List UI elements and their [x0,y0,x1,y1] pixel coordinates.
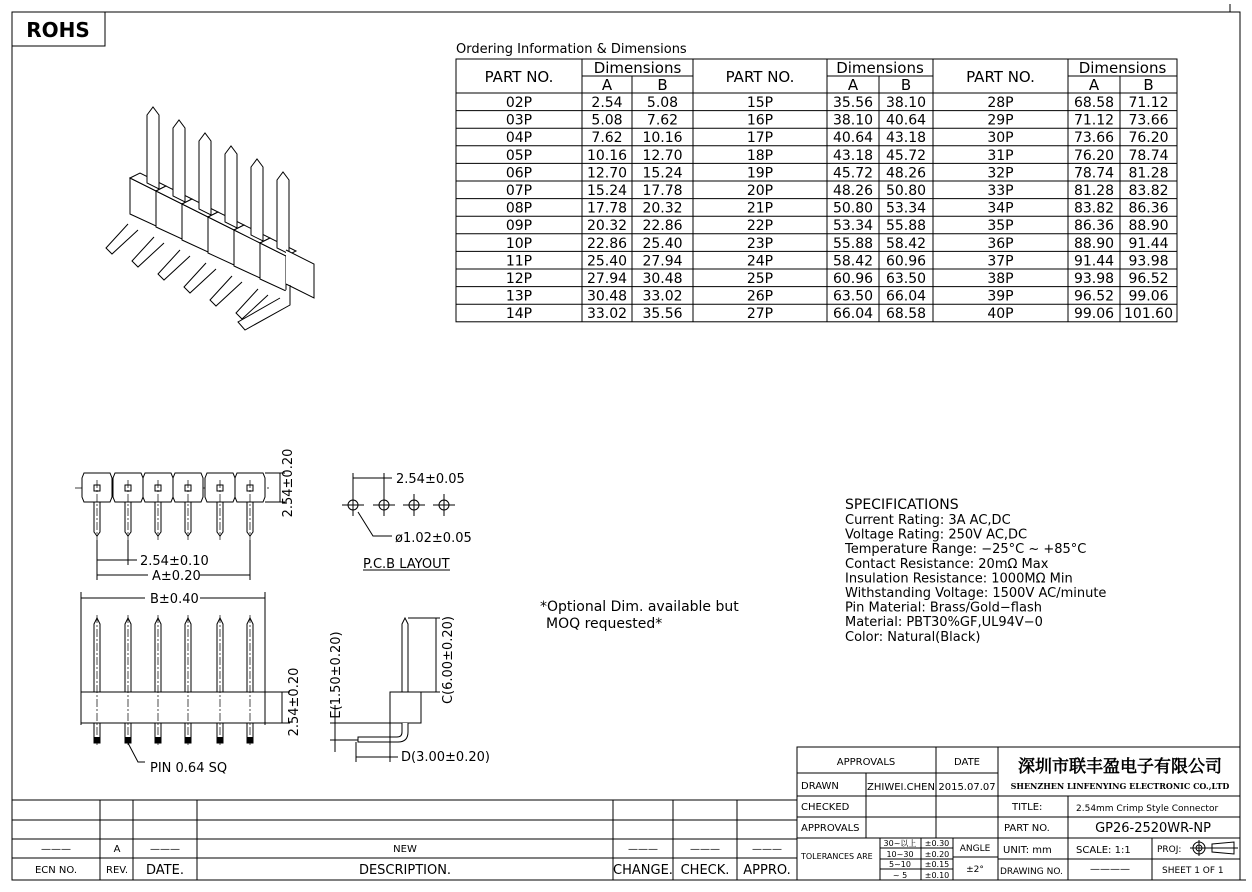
svg-text:————: ———— [1090,864,1130,875]
pcb-layout-title: P.C.B LAYOUT [363,557,450,572]
part-no-cell: 15P [746,95,774,111]
table-row [987,130,1168,146]
rohs-label: ROHS [26,18,90,42]
drawn-date: 2015.07.07 [938,782,996,793]
dim-a-cell: 7.62 [591,130,623,147]
table-row [987,95,1168,111]
column-header-dimensions: Dimensions [836,59,924,77]
table-row [747,236,926,252]
column-header-a: A [601,76,613,94]
revision-description: NEW [393,844,417,855]
svg-text:APPROVALS: APPROVALS [836,757,896,768]
specifications-title: SPECIFICATIONS [845,497,959,513]
table-row [747,253,926,269]
svg-text:———: ——— [690,844,720,855]
svg-text:30~以上: 30~以上 [883,839,917,848]
part-no-cell: 22P [746,218,774,235]
dim-b-cell: 7.62 [646,112,679,129]
part-no-cell: 17P [746,130,774,147]
dim-a-cell: 66.04 [832,306,874,323]
dim-b: B±0.40 [150,592,199,607]
dim-b-cell: 35.56 [642,306,683,323]
svg-text:SHEET 1 OF 1: SHEET 1 OF 1 [1162,866,1224,876]
svg-text:———: ——— [752,844,782,855]
dim-b-cell: 45.72 [885,147,927,164]
table-row [506,253,683,269]
svg-text:ECN NO.: ECN NO. [34,865,78,876]
svg-text:CHANGE.: CHANGE. [613,863,673,878]
part-no-cell: 28P [987,95,1014,111]
table-row [987,236,1168,252]
dim-b-cell: 73.66 [1128,112,1169,129]
part-no-cell: 36P [987,235,1014,252]
part-no-cell: 38P [987,271,1014,287]
table-row [987,271,1168,287]
dim-b-cell: 33.02 [642,288,683,305]
table-row [506,306,683,322]
front-view [81,592,290,762]
svg-text:DATE.: DATE. [146,863,184,878]
revision-block [12,800,797,880]
table-row [506,95,678,111]
table-row [506,165,683,181]
dim-b-cell: 66.04 [885,288,927,305]
svg-text:±0.20: ±0.20 [924,850,950,859]
table-row [747,201,926,217]
table-row [506,289,683,305]
part-no-cell: 02P [505,95,533,111]
svg-text:CHECK.: CHECK. [680,863,730,878]
drawn-by: ZHIWEI.CHEN [867,782,935,793]
dim-a-cell: 15.24 [586,183,628,199]
spec-line: Withstanding Voltage: 1500V AC/minute [845,586,1107,601]
dim-a-cell: 38.10 [832,112,874,129]
spec-line: Color: Natural(Black) [845,629,981,645]
part-no-cell: 14P [505,306,533,323]
dim-height-top: 2.54±0.20 [281,448,296,518]
dim-b-cell: 12.70 [642,147,683,164]
svg-text:5~10: 5~10 [889,860,911,869]
svg-text:±2°: ±2° [966,865,984,875]
part-no-cell: 29P [987,112,1014,129]
table-row [506,183,683,199]
part-no-cell: 13P [505,288,533,305]
spec-line: Insulation Resistance: 1000MΩ Min [845,571,1073,587]
dim-b-cell: 43.18 [885,130,927,147]
part-no-cell: 12P [505,271,533,287]
dim-b-cell: 71.12 [1128,95,1169,111]
svg-text:DRAWING NO.: DRAWING NO. [1000,867,1063,877]
table-row [987,289,1168,305]
dim-b-cell: 15.24 [642,165,683,182]
table-row [987,218,1168,234]
dim-b-cell: 10.16 [642,130,683,147]
svg-text:DATE: DATE [953,757,981,768]
table-row [747,218,926,234]
dim-pcb-pitch: 2.54±0.05 [396,472,465,487]
table-row [747,95,926,111]
dim-a-cell: 20.32 [586,218,628,235]
side-view [330,618,440,762]
title-block [797,747,1240,880]
column-header-part-no: PART NO. [966,68,1035,86]
dim-a: A±0.20 [152,569,201,584]
svg-text:APPROVALS: APPROVALS [801,823,860,834]
table-row [987,306,1173,322]
column-header-a: A [1088,76,1100,94]
dim-e: E(1.50±0.20) [329,631,344,719]
dim-a-cell: 25.40 [586,253,628,270]
dim-pcb-hole: ø1.02±0.05 [395,531,472,546]
spec-line: Temperature Range: −25°C ~ +85°C [845,542,1087,558]
dim-a-cell: 71.12 [1073,112,1115,129]
part-no-cell: 35P [987,218,1014,235]
svg-text:PROJ:: PROJ: [1157,845,1182,855]
dim-height-front: 2.54±0.20 [287,667,302,737]
dim-b-cell: 60.96 [885,253,927,270]
column-header-part-no: PART NO. [484,68,554,86]
dim-a-cell: 96.52 [1073,288,1115,305]
table-row [506,271,683,287]
part-no-cell: 10P [505,235,533,252]
part-no-cell: 40P [987,306,1014,323]
part-no-cell: 21P [746,200,774,217]
svg-text:TOLERANCES ARE: TOLERANCES ARE [801,852,873,861]
dim-b-cell: 101.60 [1124,306,1173,323]
dim-b-cell: 83.82 [1128,183,1169,199]
dim-d: D(3.00±0.20) [401,750,490,765]
dim-b-cell: 50.80 [885,183,927,199]
spec-line: Current Rating: 3A AC,DC [845,513,1011,528]
dim-a-cell: 12.70 [586,165,628,182]
svg-text:DRAWN: DRAWN [801,781,839,792]
dim-b-cell: 63.50 [885,271,927,287]
dim-b-cell: 93.98 [1128,253,1169,270]
dim-b-cell: 81.28 [1128,165,1169,182]
part-no-cell: 23P [746,235,774,252]
svg-text:CHECKED: CHECKED [801,802,850,813]
svg-text:TITLE:: TITLE: [1012,802,1043,813]
dim-a-cell: 55.88 [832,235,874,252]
spec-line: Material: PBT30%GF,UL94V−0 [845,615,1043,631]
dim-b-cell: 86.36 [1128,200,1169,217]
dim-a-cell: 78.74 [1073,165,1115,182]
note-line: MOQ requested* [546,616,663,632]
table-row [747,148,926,164]
dim-a-cell: 2.54 [591,95,623,111]
dim-a-cell: 5.08 [591,112,623,129]
dim-b-cell: 5.08 [646,95,679,111]
table-row [747,130,926,146]
drawing-title: 2.54mm Crimp Style Connector [1076,804,1219,814]
table-row [506,130,683,146]
svg-text:PART NO.: PART NO. [1004,823,1050,834]
table-row [506,218,683,234]
dim-a-cell: 86.36 [1073,218,1115,235]
part-no-cell: 26P [746,288,774,305]
column-header-dimensions: Dimensions [1078,59,1167,77]
column-header-b: B [657,76,668,94]
dim-b-cell: 40.64 [885,112,927,129]
part-no-cell: 11P [505,253,533,270]
table-row [747,183,926,199]
spec-line: Pin Material: Brass/Gold−flash [845,600,1042,616]
table-row [747,165,926,181]
column-header-b: B [1143,76,1154,94]
dim-b-cell: 76.20 [1128,130,1169,147]
part-no-cell: 27P [746,306,774,323]
svg-text:———: ——— [628,844,658,855]
dim-b-cell: 17.78 [642,183,683,199]
dim-a-cell: 53.34 [832,218,874,235]
dim-a-cell: 60.96 [832,271,874,287]
company-name-cn: 深圳市联丰盈电子有限公司 [1018,757,1222,777]
projection-symbol-icon [1190,840,1238,856]
column-header-b: B [900,76,912,94]
svg-text:10~30: 10~30 [886,850,914,859]
part-no-cell: 07P [505,183,533,199]
dim-a-cell: 73.66 [1073,130,1115,147]
dim-a-cell: 88.90 [1073,235,1115,252]
dim-b-cell: 88.90 [1128,218,1169,235]
part-no-cell: 24P [746,253,774,270]
dim-a-cell: 58.42 [832,253,874,270]
part-no-cell: 16P [746,112,774,129]
part-no-cell: 33P [987,183,1014,199]
table-row [506,148,683,164]
part-no-cell: 25P [746,271,774,287]
table-row [987,253,1168,269]
dim-a-cell: 91.44 [1073,253,1115,270]
dim-b-cell: 25.40 [642,235,683,252]
rohs-badge [12,12,105,46]
dim-a-cell: 81.28 [1073,183,1115,199]
svg-text:±0.10: ±0.10 [924,871,950,880]
dim-a-cell: 17.78 [586,200,628,217]
part-no-cell: 04P [505,130,533,147]
dim-b-cell: 78.74 [1128,147,1169,164]
part-no-cell: 09P [505,218,533,235]
sheet-border [12,12,1240,880]
dim-a-cell: 22.86 [586,235,628,252]
connector-isometric-view [106,107,314,330]
dim-pitch: 2.54±0.10 [140,554,209,569]
svg-text:DESCRIPTION.: DESCRIPTION. [358,863,452,878]
table-row [987,201,1168,217]
note-line: *Optional Dim. available but [540,599,739,615]
dim-a-cell: 45.72 [832,165,874,182]
dim-pin: PIN 0.64 SQ [150,761,228,776]
dim-b-cell: 53.34 [885,200,927,217]
svg-text:———: ——— [150,844,180,855]
dim-a-cell: 10.16 [586,147,628,164]
part-no-cell: 19P [746,165,774,182]
part-no-cell: 39P [987,288,1014,305]
dim-b-cell: 55.88 [885,218,927,235]
part-no-cell: 18P [746,147,774,164]
dim-b-cell: 58.42 [885,235,927,252]
svg-text:REV.: REV. [106,865,128,876]
dim-b-cell: 20.32 [642,200,683,217]
dim-b-cell: 96.52 [1128,271,1169,287]
column-header-dimensions: Dimensions [593,59,682,77]
part-no-cell: 03P [505,112,533,129]
table-row [987,148,1168,164]
dim-a-cell: 30.48 [586,288,628,305]
dim-a-cell: 99.06 [1073,306,1115,323]
part-no-cell: 34P [987,200,1014,217]
table-row [506,201,683,217]
column-header-part-no: PART NO. [725,68,795,86]
ordering-title: Ordering Information & Dimensions [456,42,687,57]
svg-text:APPRO.: APPRO. [743,863,791,878]
dim-a-cell: 48.26 [832,183,874,199]
part-no-cell: 37P [987,253,1014,270]
dim-b-cell: 48.26 [885,165,927,182]
dim-a-cell: 35.56 [832,95,874,111]
part-no-cell: 05P [505,147,533,164]
table-row [987,113,1168,129]
table-row [506,113,678,129]
dim-a-cell: 40.64 [832,130,874,147]
dim-b-cell: 30.48 [642,271,683,287]
dim-a-cell: 83.82 [1073,200,1115,217]
dim-a-cell: 63.50 [832,288,874,305]
svg-text:———: ——— [41,844,71,855]
dim-a-cell: 68.58 [1073,95,1115,111]
ordering-table [456,59,1177,322]
dim-c: C(6.00±0.20) [441,615,456,705]
spec-line: Contact Resistance: 20mΩ Max [845,556,1049,572]
dim-a-cell: 93.98 [1073,271,1115,287]
specifications [844,497,1106,645]
svg-text:SCALE: 1:1: SCALE: 1:1 [1076,845,1131,856]
column-header-a: A [847,76,859,94]
part-no-cell: 06P [505,165,533,182]
table-row [987,165,1168,181]
dim-b-cell: 91.44 [1128,235,1169,252]
dim-a-cell: 50.80 [832,200,874,217]
dim-b-cell: 38.10 [885,95,927,111]
revision-value: A [113,844,121,855]
part-no-cell: 31P [987,147,1014,164]
svg-text:~ 5: ~ 5 [892,871,908,880]
dim-b-cell: 27.94 [642,253,683,270]
spec-line: Voltage Rating: 250V AC,DC [845,527,1028,543]
svg-text:UNIT: mm: UNIT: mm [1003,845,1052,856]
table-row [506,236,683,252]
table-row [987,183,1168,199]
part-number: GP26-2520WR-NP [1095,821,1211,836]
part-no-cell: 20P [746,183,774,199]
dim-b-cell: 68.58 [885,306,927,323]
table-row [747,306,926,322]
svg-text:±0.15: ±0.15 [924,860,950,869]
part-no-cell: 08P [505,200,533,217]
dim-a-cell: 27.94 [586,271,628,287]
dim-b-cell: 22.86 [642,218,683,235]
dim-a-cell: 76.20 [1073,147,1115,164]
company-name-en: SHENZHEN LINFENYING ELECTRONIC CO.,LTD [1010,781,1230,791]
dim-a-cell: 43.18 [832,147,874,164]
svg-text:±0.30: ±0.30 [924,839,950,848]
table-row [747,113,926,129]
part-no-cell: 30P [987,130,1014,147]
part-no-cell: 32P [987,165,1014,182]
table-row [747,289,926,305]
table-row [747,271,926,287]
dim-a-cell: 33.02 [586,306,628,323]
dim-b-cell: 99.06 [1128,288,1169,305]
svg-text:ANGLE: ANGLE [959,844,991,854]
